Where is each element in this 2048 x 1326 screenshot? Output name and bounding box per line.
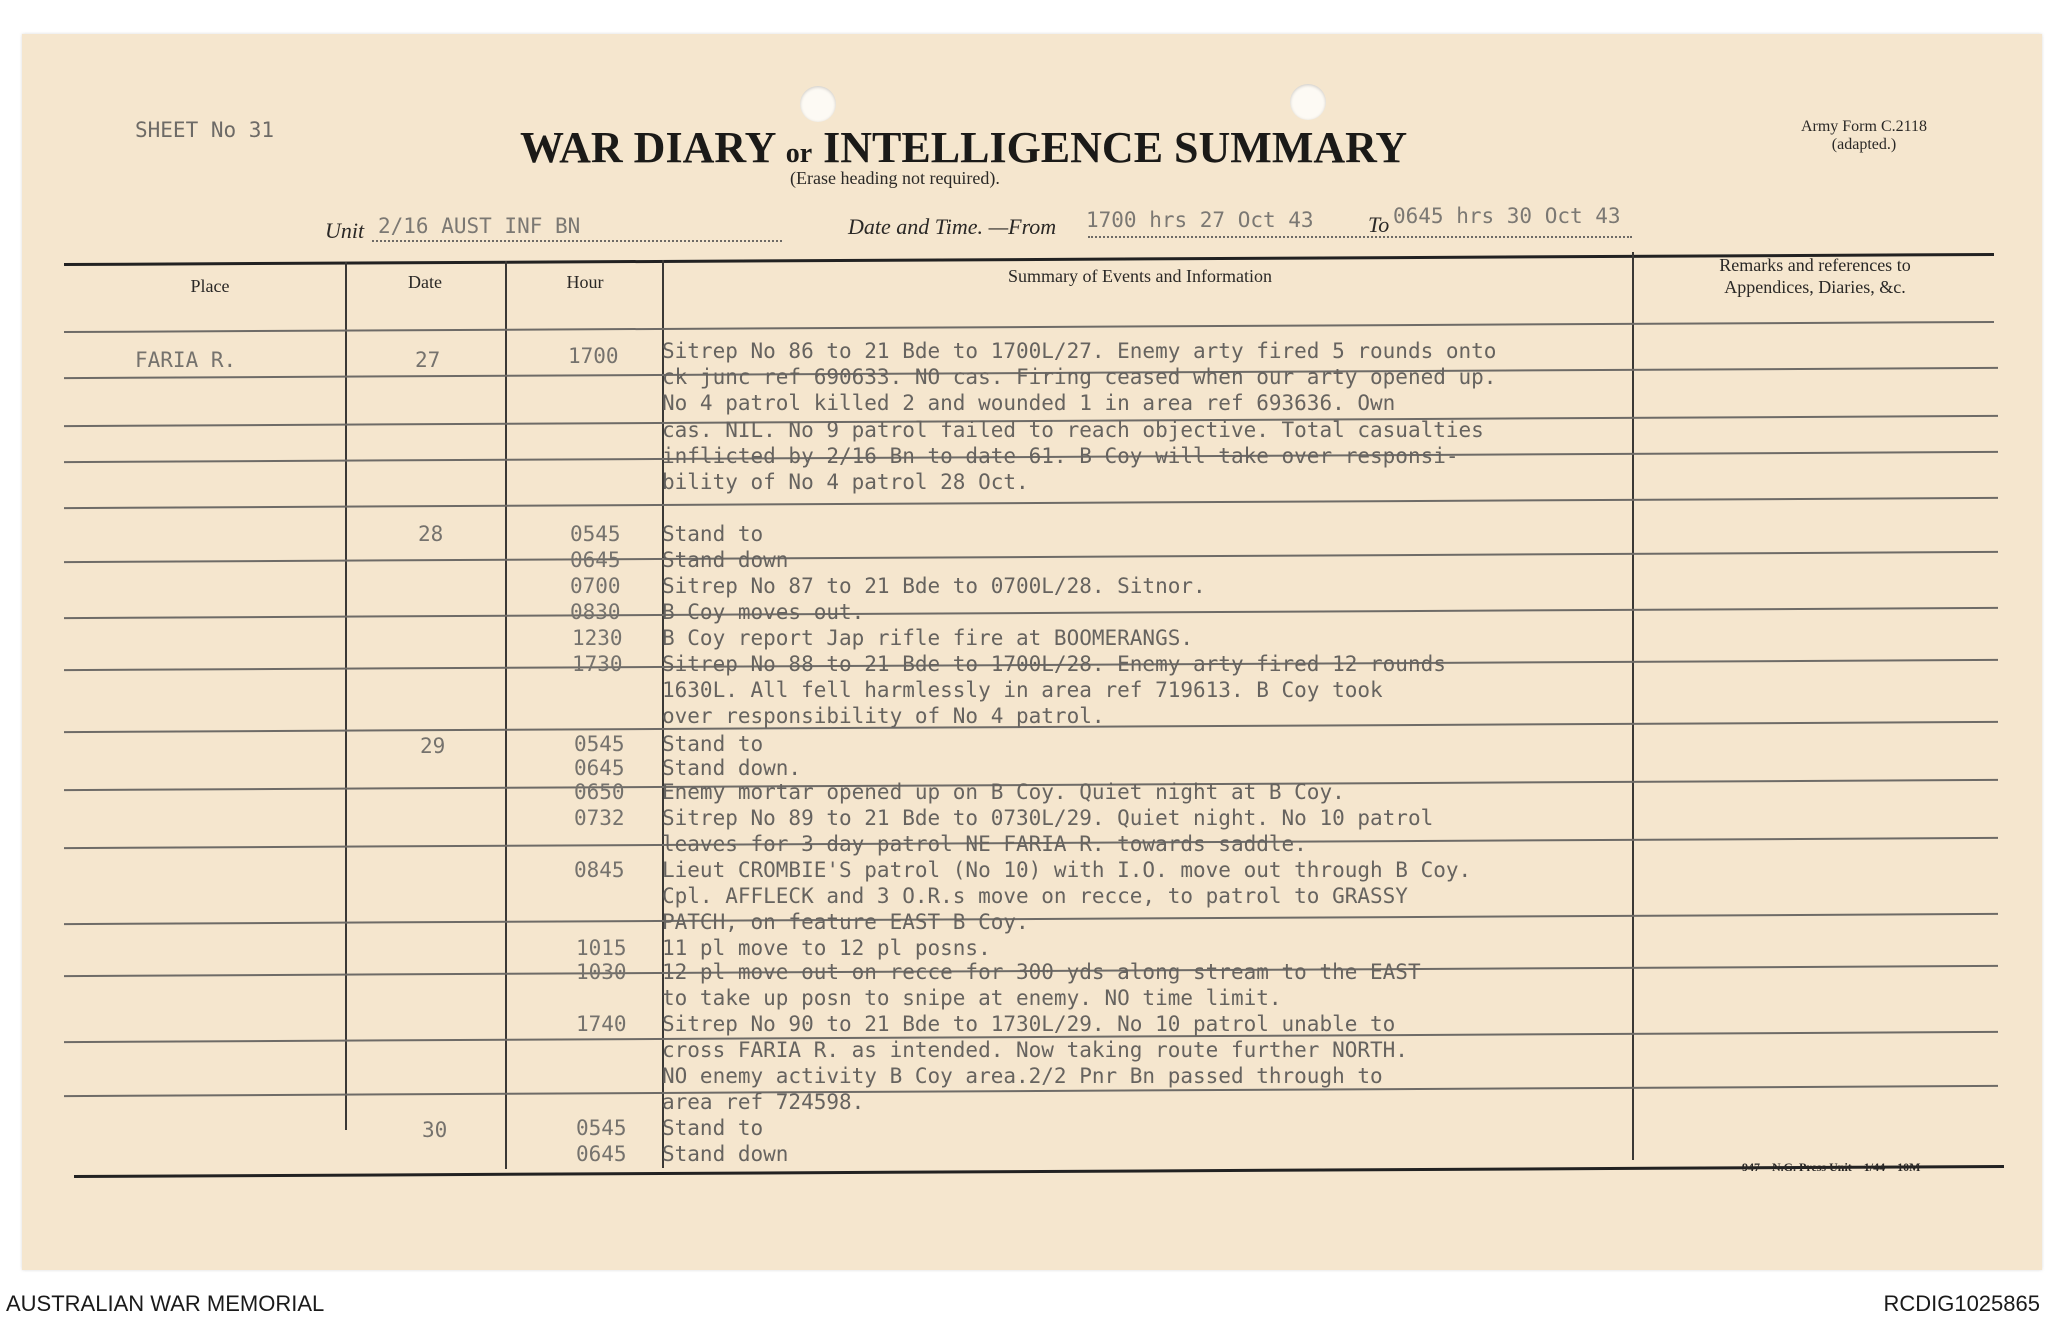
summary-line: Stand down [662,1142,789,1166]
date-dotted-line [1088,236,1632,238]
summary-line: Stand down [662,548,789,572]
unit-label: Unit [325,218,365,243]
summary-line: Enemy mortar opened up on B Coy. Quiet night at B Coy. [662,780,1345,804]
form-subtitle: (Erase heading not required). [790,168,1000,188]
summary-line: PATCH, on feature EAST B Coy. [662,910,1029,934]
summary-line: B Coy moves out. [662,600,865,624]
date-cell: 28 [418,522,444,546]
hour-cell: 0845 [574,858,625,882]
place-cell: FARIA R. [135,348,237,372]
column-divider [1632,252,1634,1160]
summary-line: Stand down. [662,756,802,780]
summary-line: NO enemy activity B Coy area.2/2 Pnr Bn passed through to [662,1064,1383,1088]
hour-cell: 1030 [576,960,627,984]
summary-line: 1630L. All fell harmlessly in area ref 719613. B Coy took [662,678,1383,702]
summary-line: bility of No 4 patrol 28 Oct. [662,470,1029,494]
hour-cell: 0545 [570,522,621,546]
hour-cell: 0650 [574,780,625,804]
hour-cell: 1015 [576,936,627,960]
summary-line: 11 pl move to 12 pl posns. [662,936,991,960]
summary-line: Sitrep No 90 to 21 Bde to 1730L/29. No 10 patrol unable to [662,1012,1396,1036]
unit-dotted-line [372,240,782,242]
to-value: 0645 hrs 30 Oct 43 [1393,204,1621,228]
summary-line: Sitrep No 89 to 21 Bde to 0730L/29. Quiet night. No 10 patrol [662,806,1434,830]
column-divider [345,262,347,1130]
hour-cell: 1230 [572,626,623,650]
hour-cell: 0830 [570,600,621,624]
summary-line: inflicted by 2/16 Bn to date 61. B Coy will take over responsi- [662,444,1459,468]
column-header-hour: Hour [566,272,604,292]
from-value: 1700 hrs 27 Oct 43 [1086,208,1314,232]
form-title: WAR DIARY or INTELLIGENCE SUMMARY [520,123,1408,172]
punch-hole [1290,84,1326,120]
summary-line: leaves for 3 day patrol NE FARIA R. towards saddle. [662,832,1307,856]
column-header-summary: Summary of Events and Information [1008,266,1272,286]
summary-line: ck junc ref 690633. NO cas. Firing ceased when our arty opened up. [662,365,1497,389]
date-cell: 29 [420,734,446,758]
hour-cell: 1700 [568,344,619,368]
hour-cell: 0545 [576,1116,627,1140]
summary-line: Stand to [662,732,764,756]
hour-cell: 0645 [574,756,625,780]
summary-line: Lieut CROMBIE'S patrol (No 10) with I.O. move out through B Coy. [662,858,1472,882]
unit-value: 2/16 AUST INF BN [378,214,581,238]
column-header-place: Place [190,276,230,296]
sheet-number: SHEET No 31 [135,118,275,142]
summary-line: over responsibility of No 4 patrol. [662,704,1105,728]
column-divider [505,261,507,1169]
summary-line: Sitrep No 88 to 21 Bde to 1700L/28. Enemy arty fired 12 rounds [662,652,1446,676]
summary-line: Stand to [662,1116,764,1140]
hour-cell: 0545 [574,732,625,756]
summary-line: Sitrep No 86 to 21 Bde to 1700L/27. Enemy arty fired 5 rounds onto [662,339,1497,363]
footer-record-id: RCDIG1025865 [1883,1291,2040,1316]
summary-line: B Coy report Jap rifle fire at BOOMERANGS. [662,626,1194,650]
summary-line: 12 pl move out on recce for 300 yds along stream to the EAST [662,960,1421,984]
army-form-number: Army Form C.2118 (adapted.) [1800,118,1928,153]
hour-cell: 0700 [570,574,621,598]
summary-line: to take up posn to snipe at enemy. NO time limit. [662,986,1282,1010]
hour-cell: 1730 [572,652,623,676]
date-time-label: Date and Time. —From [848,214,1057,239]
column-header-date: Date [408,272,442,292]
column-header-remarks: Remarks and references to Appendices, Diaries, &c. [1719,255,1911,297]
summary-line: Sitrep No 87 to 21 Bde to 0700L/28. Sitnor. [662,574,1206,598]
date-cell: 30 [422,1118,448,1142]
summary-line: area ref 724598. [662,1090,865,1114]
summary-line: No 4 patrol killed 2 and wounded 1 in area ref 693636. Own [662,391,1396,415]
summary-line: Stand to [662,522,764,546]
footer-source: AUSTRALIAN WAR MEMORIAL [6,1291,325,1316]
summary-line: cas. NIL. No 9 patrol failed to reach objective. Total casualties [662,418,1484,442]
printer-code: 947—N.G. Press Unit—1/44—10M [1742,1160,1921,1174]
punch-hole [800,86,836,122]
hour-cell: 0732 [574,806,625,830]
hour-cell: 1740 [576,1012,627,1036]
to-label: To [1368,212,1390,237]
summary-line: cross FARIA R. as intended. Now taking route further NORTH. [662,1038,1408,1062]
hour-cell: 0645 [576,1142,627,1166]
hour-cell: 0645 [570,548,621,572]
summary-line: Cpl. AFFLECK and 3 O.R.s move on recce, to patrol to GRASSY [662,884,1408,908]
date-cell: 27 [415,348,441,372]
